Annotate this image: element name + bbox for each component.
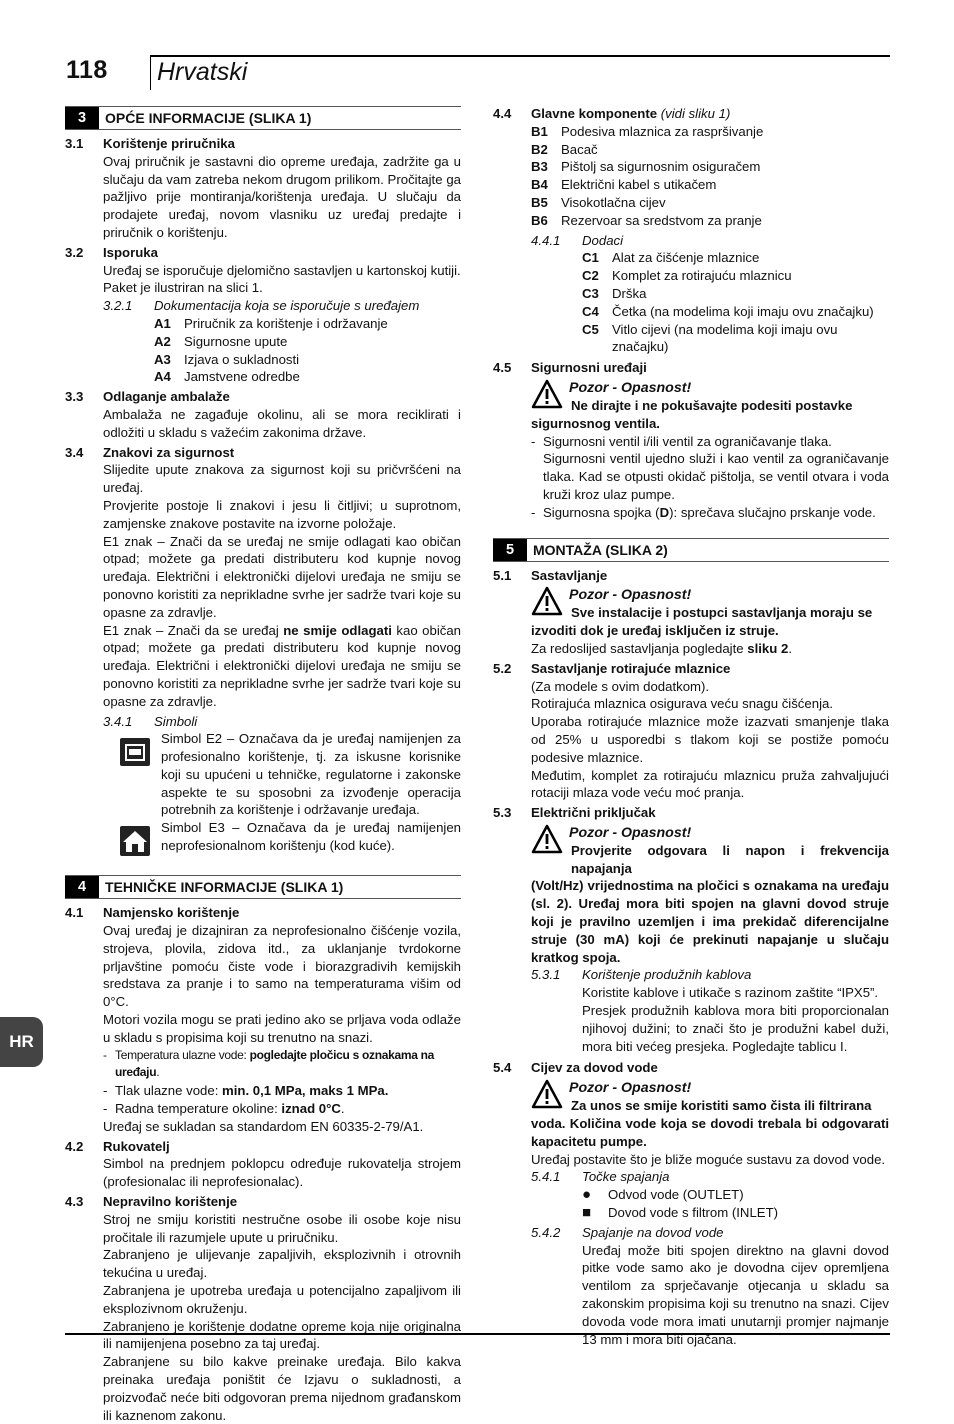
warning-text: Za unos se smije koristiti samo čista ili filtrirana voda. Količina vode koja se dovodi trebala bi odgovarati kapacitetu pumpe.	[531, 1098, 889, 1149]
warning-icon	[531, 586, 563, 616]
list-item: C3 Drška	[582, 285, 647, 301]
paragraph: Zabranjena je upotreba uređaja u potencijalno zapaljivom ili eksplozivnom okruženju.	[103, 1283, 461, 1316]
paragraph: Za redoslijed sastavljanja pogledajte sliku 2.	[531, 640, 792, 656]
warning-icon	[531, 1079, 563, 1109]
paragraph: Sigurnosni ventil ujedno služi i kao ventil za ograničavanje tlaka. Kad se otpusti okidač pištolja, se ventil otvara i voda kruži kroz ulaz pumpe.	[543, 451, 889, 502]
page-number: 118	[66, 56, 108, 84]
heading-4-2: 4.2 Rukovatelj	[65, 1138, 170, 1154]
paragraph: E1 znak – Znači da se uređaj ne smije odlagati kao običan otpad; možete ga predati distributeru kod kupnje novog uređaja. Električni i elektronički dijelovi uređaja ne smiju se ponovno koristiti za neprikladne svrhe jer sadrže tvari koje su opasne za zdravlje.	[103, 533, 461, 620]
list-item: A3 Izjava o sukladnosti	[154, 351, 300, 367]
heading-4-1: 4.1 Namjensko korištenje	[65, 905, 240, 921]
list-item: B2 Bacač	[531, 141, 598, 157]
paragraph: Provjerite postoje li znakovi i jesu li čitljivi; u suprotnom, zamjenske znakove postavite na izvorne položaje.	[103, 497, 461, 531]
list-item: C2 Komplet za rotirajuću mlaznicu	[582, 268, 792, 284]
bullet-item: - Sigurnosna spojka (D): sprečava slučajno prskanje vode.	[531, 504, 876, 520]
paragraph: Zabranjeno je korištenje dodatne opreme koja nije originalna ili namijenjena posebno za taj uređaj.	[103, 1318, 461, 1352]
warning-text: Ne dirajte i ne pokušavajte podesiti postavke sigurnosnog ventila.	[531, 397, 853, 431]
heading-5-1: 5.1 Sastavljanje	[493, 567, 608, 583]
heading-3-1: 3.1 Korištenje priručnika	[65, 136, 235, 151]
heading-4-5: 4.5 Sigurnosni uređaji	[493, 360, 647, 376]
paragraph: Uređaj se sukladan sa standardom EN 60335-2-79/A1.	[103, 1118, 424, 1134]
left-column	[65, 106, 461, 1424]
section-4-header: 4 TEHNIČKE INFORMACIJE (SLIKA 1)	[65, 875, 461, 899]
warning-icon	[531, 379, 563, 409]
heading-5-3: 5.3 Električni priključak	[493, 805, 656, 821]
circle-icon: ●	[582, 1186, 592, 1204]
paragraph: Koristite kablove i utikače s razinom zaštite “IPX5”.	[582, 985, 879, 1001]
heading-3-4: 3.4 Znakovi za sigurnost	[65, 444, 235, 460]
heading-3-3: 3.3 Odlaganje ambalaže	[65, 389, 230, 405]
list-item: A2 Sigurnosne upute	[154, 333, 288, 349]
paragraph: Presjek produžnih kablova mora biti proporcionalan njihovoj dužini; to znači što je produžni kabel duži, mora biti većeg presjeka. Pogledajte tablicu I.	[582, 1003, 889, 1054]
paragraph: E1 znak – Znači da se uređaj ne smije odlagati kao običan otpad; možete ga predati distributeru kod kupnje novog uređaja. Električni i elektronički dijelovi uređaja ne smiju se ponovno koristiti za neprikladne svrhe jer sadrže tvari koje su opasne za zdravlje.	[103, 622, 462, 709]
list-item: B3 Pištolj sa sigurnosnim osiguračem	[531, 159, 761, 175]
warning-block: Pozor - Opasnost!	[493, 824, 889, 854]
list-item: C4 Četka (na modelima koji imaju ovu značajku)	[582, 303, 874, 319]
paragraph: Slijedite upute znakova za sigurnost koji su pričvršćeni na uređaj.	[103, 462, 461, 496]
list-item: C5 Vitlo cijevi (na modelima koji imaju ovu značajku)	[582, 321, 838, 355]
section-3-header	[65, 106, 461, 130]
list-item: B5 Visokotlačna cijev	[531, 194, 666, 210]
heading-4-3: 4.3 Nepravilno korištenje	[65, 1194, 238, 1210]
warning-text: Provjerite odgovara li napon i frekvencija napajanja (Volt/Hz) vrijednostima na pločici s oznakama na uređaju (sl. 2). Uređaj mora biti spojen na glavni dovod struje koji je pravilno uzemljen i ima prekidač diferencijalne struje (30 mA) koji će prekinuti napajanje u slučaju kratkog spoja.	[531, 842, 889, 965]
list-item: B6 Rezervoar sa sredstvom za pranje	[531, 212, 762, 228]
paragraph: (Za modele s ovim dodatkom).	[531, 678, 710, 694]
paragraph: Ovaj priručnik je sastavni dio opreme uređaja, zadržite ga u slučaju da vam zatreba nekom drugom prilikom. Pročitajte ga pažljivo prije montiranja/korištenja uređaja. U slučaju da prodajete uređaj, novom vlasniku uz uređaj predajte i priručnik o korištenju.	[103, 153, 461, 240]
heading-5-2: 5.2 Sastavljanje rotirajuće mlaznice	[493, 660, 731, 676]
paragraph: Zabranjene su bilo kakve preinake uređaja. Bilo kakva preinaka uređaja poništit će Izjavu o sukladnosti, a proizvođač neće biti odgovoran prema nijednom građanskom ili kaznenom zakonu.	[103, 1354, 461, 1423]
bullet-item: - Temperatura ulazne vode: pogledajte pločicu s oznakama na uređaju.	[103, 1047, 435, 1080]
section-number: 3	[65, 107, 99, 129]
symbol-e3: Simbol E3 – Označava da je uređaj namijenjen neprofesionalnom korištenju (kod kuće).	[65, 819, 461, 857]
list-item: ■ Dovod vode s filtrom (INLET)	[582, 1204, 779, 1222]
heading-5-4: 5.4 Cijev za dovod vode	[493, 1060, 658, 1076]
heading-3-2-1: 3.2.1 Dokumentacija koja se isporučuje s uređajem	[103, 298, 420, 314]
bullet-item: - Sigurnosni ventil i/ili ventil za ograničavanje tlaka.	[531, 433, 832, 449]
page-title: Hrvatski	[157, 58, 248, 86]
paragraph: Uređaj može biti spojen direktno na glavni dovod pitke vode samo ako je dovodna cijev opremljena ventilom za sprječavanje otjecanja u skladu sa zakonskim propisima koji su trenutno na snazi. Cijev dovoda vode mora imati unutarnji promjer najmanje 13 mm i mora biti ojačana.	[582, 1242, 889, 1347]
warning-block: Pozor - Opasnost!	[493, 379, 889, 409]
heading-4-4-1: 4.4.1 Dodaci	[531, 232, 624, 248]
heading-5-4-2: 5.4.2 Spajanje na dovod vode	[531, 1224, 724, 1240]
header-divider	[150, 56, 151, 90]
paragraph: Simbol na prednjem poklopcu određuje rukovatelja strojem (profesionalac ili neprofesionalac).	[103, 1156, 461, 1190]
warning-text: Sve instalacije i postupci sastavljanja moraju se izvoditi dok je uređaj isključen iz struje.	[531, 605, 873, 639]
professional-use-icon	[116, 736, 156, 768]
warning-block: Pozor - Opasnost!	[493, 586, 889, 616]
paragraph: Međutim, komplet za rotirajuću mlaznicu pruža zahvaljujući rotaciji mlaza vode veću moć pranja.	[531, 767, 889, 801]
paragraph: Ovaj uređaj je dizajniran za neprofesionalno čišćenje vozila, strojeva, plovila, zidova itd., za uklanjanje tvrdokorne prljavštine pomoću čiste vode i biorazgradivih kemijskih sredstava za pranje i to samo na temperaturama višim od 0°C.	[103, 923, 461, 1010]
heading-4-4: 4.4 Glavne komponente (vidi sliku 1)	[493, 106, 731, 121]
list-item: B1 Podesiva mlaznica za raspršivanje	[531, 123, 764, 139]
warning-block: Pozor - Opasnost!	[493, 1079, 889, 1109]
paragraph: Ambalaža ne zagađuje okolinu, ali se mora reciklirati i odložiti u skladu s važećim zakonima države.	[103, 406, 461, 440]
list-item: C1 Alat za čišćenje mlaznice	[582, 250, 760, 266]
header-rule	[150, 55, 890, 57]
right-column	[493, 103, 889, 1348]
paragraph: Paket je ilustriran na slici 1.	[103, 280, 263, 296]
paragraph: Rotirajuća mlaznica osigurava veću snagu čišćenja.	[531, 696, 833, 712]
list-item: A1 Priručnik za korištenje i održavanje	[154, 315, 388, 331]
section-5-header: 5 MONTAŽA (SLIKA 2)	[493, 538, 889, 562]
home-use-icon	[116, 825, 156, 857]
paragraph: Uređaj se isporučuje djelomično sastavljen u kartonskoj kutiji.	[103, 262, 461, 278]
bullet-item: - Tlak ulazne vode: min. 0,1 MPa, maks 1 MPa.	[103, 1083, 389, 1099]
symbol-e2: Simbol E2 – Označava da je uređaj namijenjen za profesionalno korištenje, tj. za iskusne korisnike koji su upućeni u tehničke, regulatorne i zakonske aspekte te su sposobni za izvođenje operacija potrebnih za korištenje i održavanje uređaja.	[65, 730, 461, 819]
section-title: OPĆE INFORMACIJE (SLIKA 1)	[105, 110, 312, 126]
paragraph: Motori vozila mogu se prati jedino ako se prljava voda odlaže u skladu s propisima koji su trenutno na snazi.	[103, 1012, 461, 1045]
paragraph: Stroj ne smiju koristiti nestručne osobe ili osobe koje nisu pročitale ili razumjele upute u priručniku.	[103, 1211, 461, 1245]
heading-5-3-1: 5.3.1 Korištenje produžnih kablova	[531, 967, 752, 983]
heading-5-4-1: 5.4.1 Točke spajanja	[531, 1169, 670, 1185]
paragraph: Uporaba rotirajuće mlaznice može izazvati smanjenje tlaka od 25% u usporedbi s tlakom koji se postiže pomoću podesive mlaznice.	[531, 714, 889, 765]
language-tab: HR	[0, 1017, 43, 1067]
bullet-item: - Radna temperature okoline: iznad 0°C.	[103, 1101, 345, 1117]
list-item: ● Odvod vode (OUTLET)	[582, 1186, 744, 1204]
heading-3-2: 3.2 Isporuka	[65, 244, 158, 260]
paragraph: Uređaj postavite što je bliže moguće sustavu za dovod vode.	[531, 1151, 886, 1167]
warning-icon	[531, 824, 563, 854]
list-item: A4 Jamstvene odredbe	[154, 369, 300, 385]
list-item: B4 Električni kabel s utikačem	[531, 177, 717, 193]
heading-3-4-1: 3.4.1 Simboli	[103, 713, 198, 729]
paragraph: Zabranjeno je ulijevanje zapaljivih, eksplozivnih i otrovnih tekućina u uređaj.	[103, 1247, 461, 1281]
square-icon: ■	[582, 1204, 592, 1222]
